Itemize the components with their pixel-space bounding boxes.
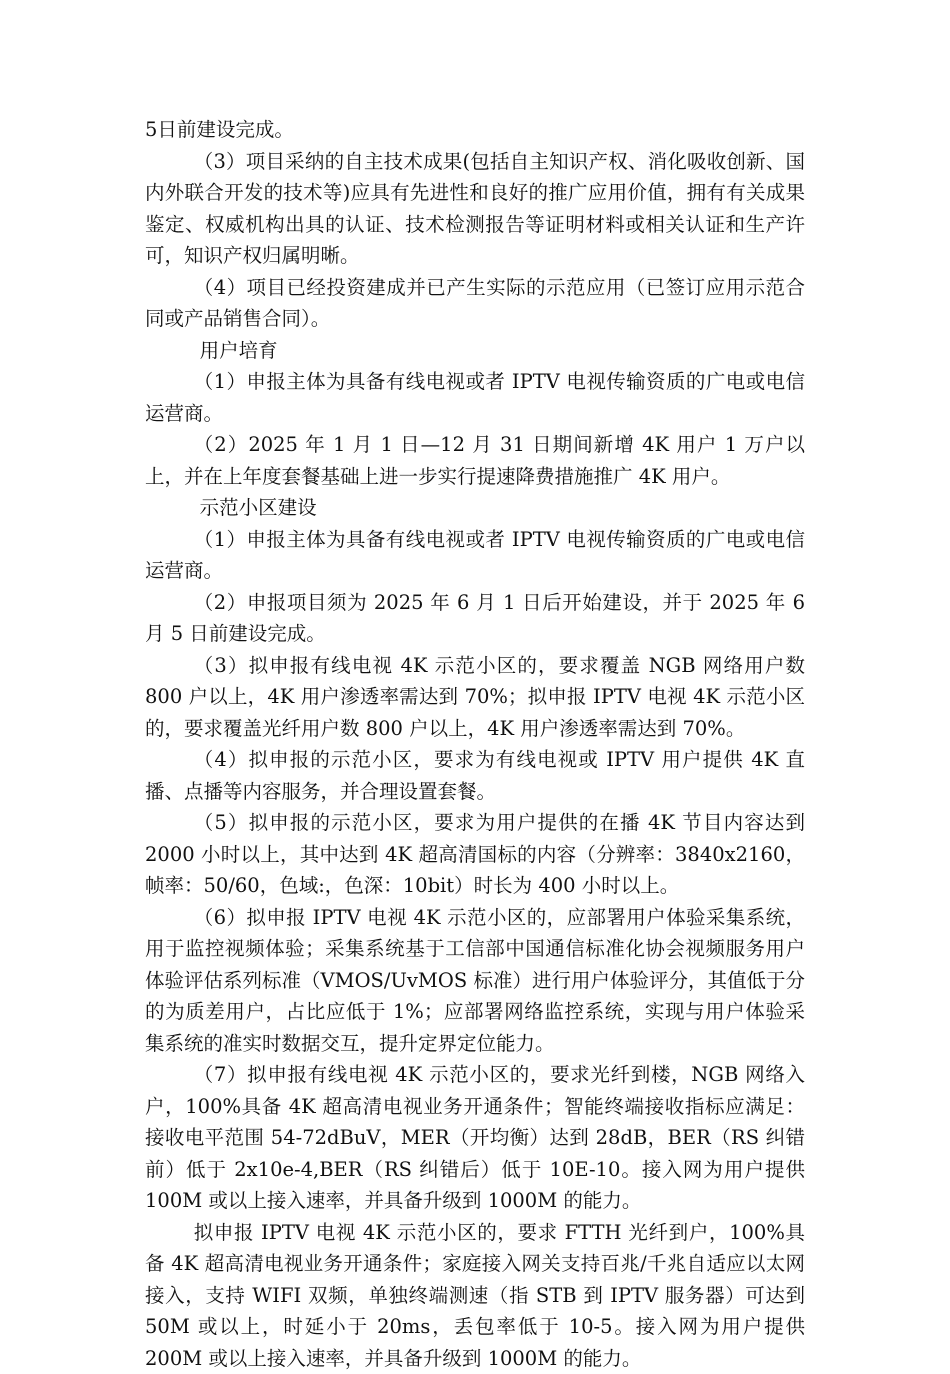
paragraph-demo-application: （4）项目已经投资建成并已产生实际的示范应用（已签订应用示范合同或产品销售合同）。 <box>145 272 805 335</box>
paragraph-iptv-requirements: 拟申报 IPTV 电视 4K 示范小区的，要求 FTTH 光纤到户，100%具备 4K 超高清电视业务开通条件；家庭接入网关支持百兆/千兆自适应以太网接入，支持 WIFI 双频，单独终端测速（指 STB 到 IPTV 服务器）可达到 50M 或以上，时延小于 20ms，丢包率低于 10-5。接入网为用户提供 200M 或以上接入速率，并具备升级到 1000M 的能力。 <box>145 1217 805 1374</box>
paragraph-construction-period: （2）申报项目须为 2025 年 6 月 1 日后开始建设，并于 2025 年 6 月 5 日前建设完成。 <box>145 587 805 650</box>
paragraph-applicant-qualification: （1）申报主体为具备有线电视或者 IPTV 电视传输资质的广电或电信运营商。 <box>145 366 805 429</box>
section-heading-user-cultivation: 用户培育 <box>145 335 805 367</box>
document-page <box>145 114 805 1374</box>
paragraph-new-users: （2）2025 年 1 月 1 日—12 月 31 日期间新增 4K 用户 1 万户以上，并在上年度套餐基础上进一步实行提速降费措施推广 4K 用户。 <box>145 429 805 492</box>
paragraph-cable-requirements: （7）拟申报有线电视 4K 示范小区的，要求光纤到楼，NGB 网络入户，100%具备 4K 超高清电视业务开通条件；智能终端接收指标应满足：接收电平范围 54-72dBuV，MER（开均衡）达到 28dB，BER（RS 纠错前）低于 2x10e-4,BER（RS 纠错后）低于 10E-10。接入网为用户提供 100M 或以上接入速率，并具备升级到 1000M 的能力。 <box>145 1059 805 1217</box>
paragraph-experience-monitoring: （6）拟申报 IPTV 电视 4K 示范小区的，应部署用户体验采集系统，用于监控视频体验；采集系统基于工信部中国通信标准化协会视频服务用户体验评估系列标准（VMOS/UvMOS 标准）进行用户体验评分，其值低于分的为质差用户，占比应低于 1%；应部署网络监控系统，实现与用户体验采集系统的准实时数据交互，提升定界定位能力。 <box>145 902 805 1060</box>
paragraph-content-services: （4）拟申报的示范小区，要求为有线电视或 IPTV 用户提供 4K 直播、点播等内容服务，并合理设置套餐。 <box>145 744 805 807</box>
paragraph-content-hours: （5）拟申报的示范小区，要求为用户提供的在播 4K 节目内容达到 2000 小时以上，其中达到 4K 超高清国标的内容（分辨率：3840x2160，帧率：50/60，色域:，色深：10bit）时长为 400 小时以上。 <box>145 807 805 902</box>
paragraph-continuation: 5日前建设完成。 <box>145 114 805 146</box>
section-heading-demo-community: 示范小区建设 <box>145 492 805 524</box>
paragraph-tech-achievements: （3）项目采纳的自主技术成果(包括自主知识产权、消化吸收创新、国内外联合开发的技术等)应具有先进性和良好的推广应用价值，拥有有关成果鉴定、权威机构出具的认证、技术检测报告等证明材料或相关认证和生产许可，知识产权归属明晰。 <box>145 146 805 272</box>
paragraph-community-applicant: （1）申报主体为具备有线电视或者 IPTV 电视传输资质的广电或电信运营商。 <box>145 524 805 587</box>
paragraph-coverage-requirement: （3）拟申报有线电视 4K 示范小区的，要求覆盖 NGB 网络用户数 800 户以上，4K 用户渗透率需达到 70%；拟申报 IPTV 电视 4K 示范小区的，要求覆盖光纤用户数 800 户以上，4K 用户渗透率需达到 70%。 <box>145 650 805 745</box>
